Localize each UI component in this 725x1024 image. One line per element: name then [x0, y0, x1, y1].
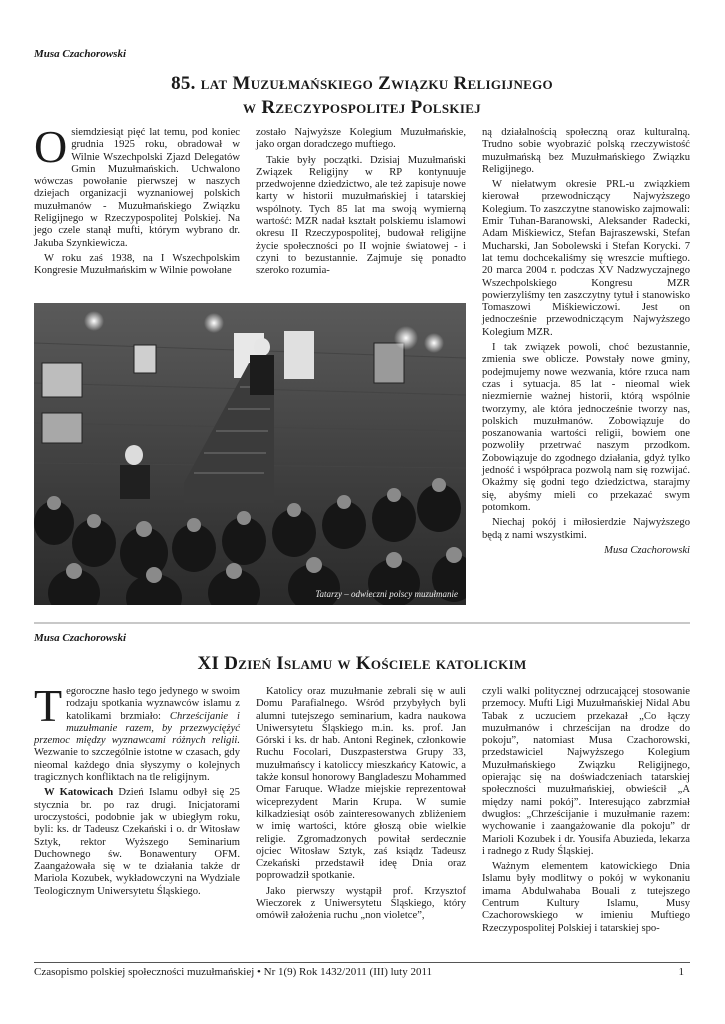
article1-col2-p1: zostało Najwyższe Kolegium Muzułmańskie, jako organ doradczego muftiego.: [256, 127, 466, 151]
article1-col1-p2: W roku zaś 1938, na I Wszechpolskim Kongresie Muzułmańskim w Wilnie powołane: [34, 252, 240, 277]
article1-col3-p1: ną działalnością społeczną oraz kulturalną. Trudno sobie wyobrazić polską rzeczywistość muzułmańską bez Muzułmańskiego Związku Religijnego.: [482, 127, 690, 175]
article2-col1-p1-b: Wezwanie to szczególnie istotne w czasach, gdy nieomal każdego dnia słyszymy o kolejnych tragicznych konfliktach na tle religijnym.: [34, 747, 240, 784]
photo-illustration: [34, 303, 466, 605]
article2-col3-p1: czyli walki politycznej odrzucającej stosowanie przemocy. Mufti Ligi Muzułmańskiej Nidal Abu Tabak z uczuciem przekazał „Co łączy muzułmanów i chrześcijan na drodze do pokoju”, natomiast Musa Czachorowski, przedstawiciel Najwyższego Kolegium Muzułmańskiego Związku Religijnego, opierając się na doświadczeniach tatarskiej społeczności muzułmańskiej, obwieścił „A między nami pokój”. Interesująco zabrzmiał dwugłos: „Chrześcijanie i muzułmanie razem: wychowanie i zaangażowanie dla pokoju” dr Marioli Kozubek i dr. Yousifa Abuzieda, lekarza i radnego z Rudy Śląskiej.: [482, 686, 690, 857]
article1-col3-p2: W niełatwym okresie PRL-u związkiem kierował przewodniczący Najwyższego Kolegium. To zaszczytne stanowisko zajmowali: Emir Tuhan-Baranowski, Aleksander Radecki, Adam Miśkiewicz, Stefan Bajraszewski, Stefan Mucharski, Jan Sobolewski i Stefan Korycki. 7 lat temu dochcekaliśmy się wreszcie muftiego. 20 marca 2004 r. podczas XV Nadzwyczajnego Wszechpolskiego Kongresu MZR powierzyliśmy ten zaszczytny tytuł i stanowisko Tomaszowi Miśkiewiczowi. Jest on jednocześnie przewodniczącym Najwyższego Kolegium MZR.: [482, 179, 690, 338]
article1-column-3: [482, 127, 690, 557]
article1-col3-p3: I tak związek powoli, choć bezustannie, zmienia swe oblicze. Powstały nowe gminy, podejmujemy nowe wezwania, które rzuca nam czas i sytuacja. 85 lat - nieomal wiek niezmiernie ważnej historii, którą wspólnie tworzymy, ale która jednocześnie tworzy nas, polskich muzułmanów. Zobowiązuje do poszanowania wartości religii, bowiem one pozwoliły przetrwać naszym przodkom. Zobowiązuje do zgodnego działania, gdyż tylko jedność i współpraca pozwolą nam się rozwijać. Okażmy się godni tego dziedzictwa, starajmy się, abyśmy mieli co przekazać swym potomkom.: [482, 342, 690, 513]
article1-title-line2: w Rzeczypospolitej Polskiej: [243, 97, 481, 118]
article1-col2-p2: Takie były początki. Dzisiaj Muzułmański Związek Religijny w RP kontynuuje przedwojenne dziedzictwo, ale też zapisuje nowe karty w historii muzułmańskiej i tatarskiej wspólnoty. Tych 85 lat ma swoją wymierną wartość: MZR nadał kształt polskiemu islamowi okresu II Rzeczypospolitej, budował religijne życie społeczności po II wojnie światowej - i czyni to bezustannie. Zajmuje się ponadto szeroko rozumia-: [256, 154, 466, 277]
article1-column-1: [34, 121, 240, 281]
footer-text: Czasopismo polskiej społeczności muzułmańskiej • Nr 1(9) Rok 1432/2011 (III) luty 2011: [34, 966, 433, 978]
article1-title-line1: 85. lat Muzułmańskiego Związku Religijnego: [171, 73, 553, 94]
article2-col1-p2-bold: W Katowicach: [44, 787, 114, 799]
article2-col1-p1-a: egoroczne hasło tego jedynego w swoim rodzaju spotkania wyznawców islamu z katolikami brzmiało:: [66, 686, 240, 722]
article2-title: XI Dzień Islamu w Kościele katolickim: [197, 653, 527, 674]
article1-col1-p1: siemdziesiąt pięć lat temu, pod koniec grudnia 1925 roku, obradował w Wilnie Wszechpolski Zjazd Delegatów Gmin Muzułmańskich. Uchwalono wówczas powołanie pierwszej w naszych dziejach organizacji wyznaniowej polskich muzułmanów - Muzułmańskiego Związku Religijnego w Rzeczypospolitej Polskiej. Na jego czele stanął mufti, którym wybrano dr. Jakuba Szynkiewicza.: [34, 127, 240, 249]
article2-dropcap: T: [34, 680, 63, 731]
article1-title: [34, 72, 690, 120]
article-separator: [34, 622, 690, 624]
article2-column-1: [34, 680, 241, 901]
article1-byline: Musa Czachorowski: [34, 48, 127, 60]
page-number: 1: [678, 966, 684, 978]
article2-col1-p2: Dzień Islamu odbył się 25 stycznia br. po raz drugi. Inicjatorami uroczystości, podobnie jak w ubiegłym roku, byli: ks. dr Tadeusz Czekański i o. dr Witosław Sztyk, rektor Wyższego Seminarium Duchownego św. Bonawentury OFM. Zaangażowała się w te działania także dr Mariola Kozubek, wykładowczyni na Wydziale Teologicznym Uniwersytetu Śląskiego.: [34, 787, 240, 897]
article1-dropcap: O: [34, 121, 68, 172]
article2-col1-p1-italic: Chrześcijanie i muzułmanie razem, by przezwyciężyć przemoc między wyznawcami różnych religii.: [34, 710, 241, 747]
article2-col3-p2: Ważnym elementem katowickiego Dnia Islamu były modlitwy o pokój w wykonaniu imama Abdulwahaba Bouali z tutejszego Centrum Kultury Islamu, Musy Czachorowskiego w imieniu Muftiego Rzeczypospolitej Polskiej i tatarskiej spo-: [482, 861, 690, 934]
article1-signature: Musa Czachorowski: [604, 544, 690, 556]
article2-column-2: [256, 686, 466, 926]
article2-col2-p2: Jako pierwszy wystąpił prof. Krzysztof Wieczorek z Uniwersytetu Śląskiego, który omówił założenia ruchu „non violetce”,: [256, 885, 466, 922]
article1-column-2: [256, 127, 466, 281]
photo-caption: Tatarzy – odwieczni polscy muzułmanie: [315, 589, 458, 599]
article2-col2-p1: Katolicy oraz muzułmanie zebrali się w auli Domu Parafialnego. Wśród przybyłych byli alumni tutejszego seminarium, kadra naukowa Uniwersytetu Śląskiego m.in. ks. prof. Jan Górski i ks. dr hab. Antoni Reginek, członkowie Ruchu Focolari, Duszpasterstwa Grupy 33, muzułmańscy i katoliccy mieszkańcy Katowic, a także konsul honorowy Bangladeszu Mohammed Omar Faruque. Władze miejskie reprezentował wiceprezydent Marin Krupa. W sumie kilkadziesiąt osób zainteresowanych zbliżeniem w imię wartości, które głoszą obie wielkie religie. Zgromadzonych powitał serdecznie ojciec Witosław Sztyk, zaś ksiądz Tadeusz Czekański przedstawił ideę Dnia oraz poprowadził spotkanie.: [256, 686, 466, 882]
page-footer: [34, 966, 690, 978]
article2-byline: Musa Czachorowski: [34, 632, 127, 644]
article2-column-3: [482, 686, 690, 938]
footer-rule: [34, 962, 690, 963]
article1-col3-p4: Niechaj pokój i miłosierdzie Najwyższego będą z nami wszystkimi.: [482, 517, 690, 541]
mosque-interior-photo: [34, 303, 466, 605]
